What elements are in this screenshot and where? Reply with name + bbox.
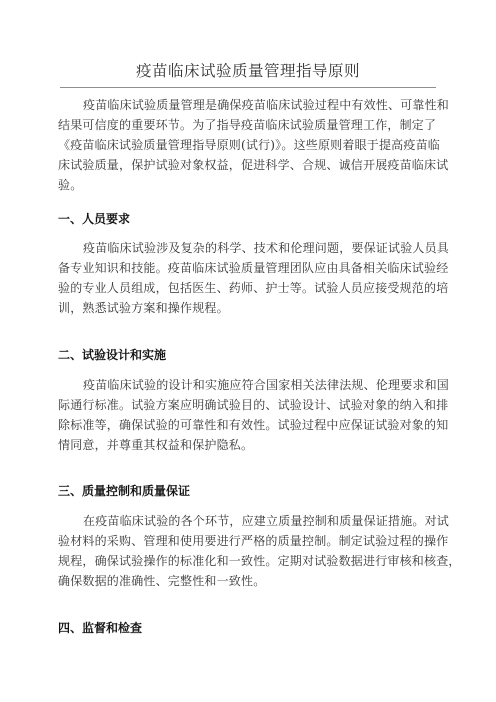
text-line: 结果可信度的重要环节。为了指导疫苗临床试验质量管理工作，制定了 — [58, 118, 437, 132]
text-line: 验。 — [58, 178, 83, 192]
text-line: 验的专业人员组成，包括医生、药师、护士等。试验人员应接受规范的培 — [58, 281, 449, 295]
text-line: 疫苗临床试验的设计和实施应符合国家相关法律法规、伦理要求和国 — [83, 378, 450, 392]
text-line: 床试验质量，保护试验对象权益，促进科学、合规、诚信开展疫苗临床试 — [58, 158, 449, 172]
text-line: 际通行标准。试验方案应明确试验目的、试验设计、试验对象的纳入和排 — [58, 398, 449, 412]
section-heading-supervision: 四、监督和检查 — [58, 621, 143, 635]
text-line: 备专业知识和技能。疫苗临床试验质量管理团队应由具备相关临床试验经 — [58, 261, 449, 275]
section-heading-personnel: 一、人员要求 — [58, 212, 131, 226]
text-line: 疫苗临床试验涉及复杂的科学、技术和伦理问题，要保证试验人员具 — [83, 241, 450, 255]
text-line: 规程，确保试验操作的标准化和一致性。定期对试验数据进行审核和核查， — [58, 554, 461, 568]
section-paragraph-design — [58, 375, 450, 455]
section-paragraph-quality — [58, 511, 461, 591]
document-title: 疫苗临床试验质量管理指导原则 — [135, 62, 360, 80]
text-line: 情同意，并尊重其权益和保护隐私。 — [58, 438, 254, 452]
text-line: 训，熟悉试验方案和操作规程。 — [58, 301, 229, 315]
text-line: 在疫苗临床试验的各个环节，应建立质量控制和质量保证措施。对试 — [83, 514, 450, 528]
intro-paragraph — [58, 95, 450, 195]
text-line: 《疫苗临床试验质量管理指导原则(试行)》。这些原则着眼于提高疫苗临 — [58, 138, 440, 152]
text-line: 疫苗临床试验质量管理是确保疫苗临床试验过程中有效性、可靠性和 — [83, 98, 450, 112]
section-heading-design: 二、试验设计和实施 — [58, 348, 167, 362]
text-line: 验材料的采购、管理和使用要进行严格的质量控制。制定试验过程的操作 — [58, 534, 449, 548]
section-paragraph-personnel — [58, 238, 450, 318]
section-heading-quality: 三、质量控制和质量保证 — [58, 484, 191, 498]
text-line: 除标准等，确保试验的可靠性和有效性。试验过程中应保证试验对象的知 — [58, 418, 449, 432]
text-line: 确保数据的准确性、完整性和一致性。 — [58, 574, 266, 588]
title-underline — [60, 87, 436, 88]
